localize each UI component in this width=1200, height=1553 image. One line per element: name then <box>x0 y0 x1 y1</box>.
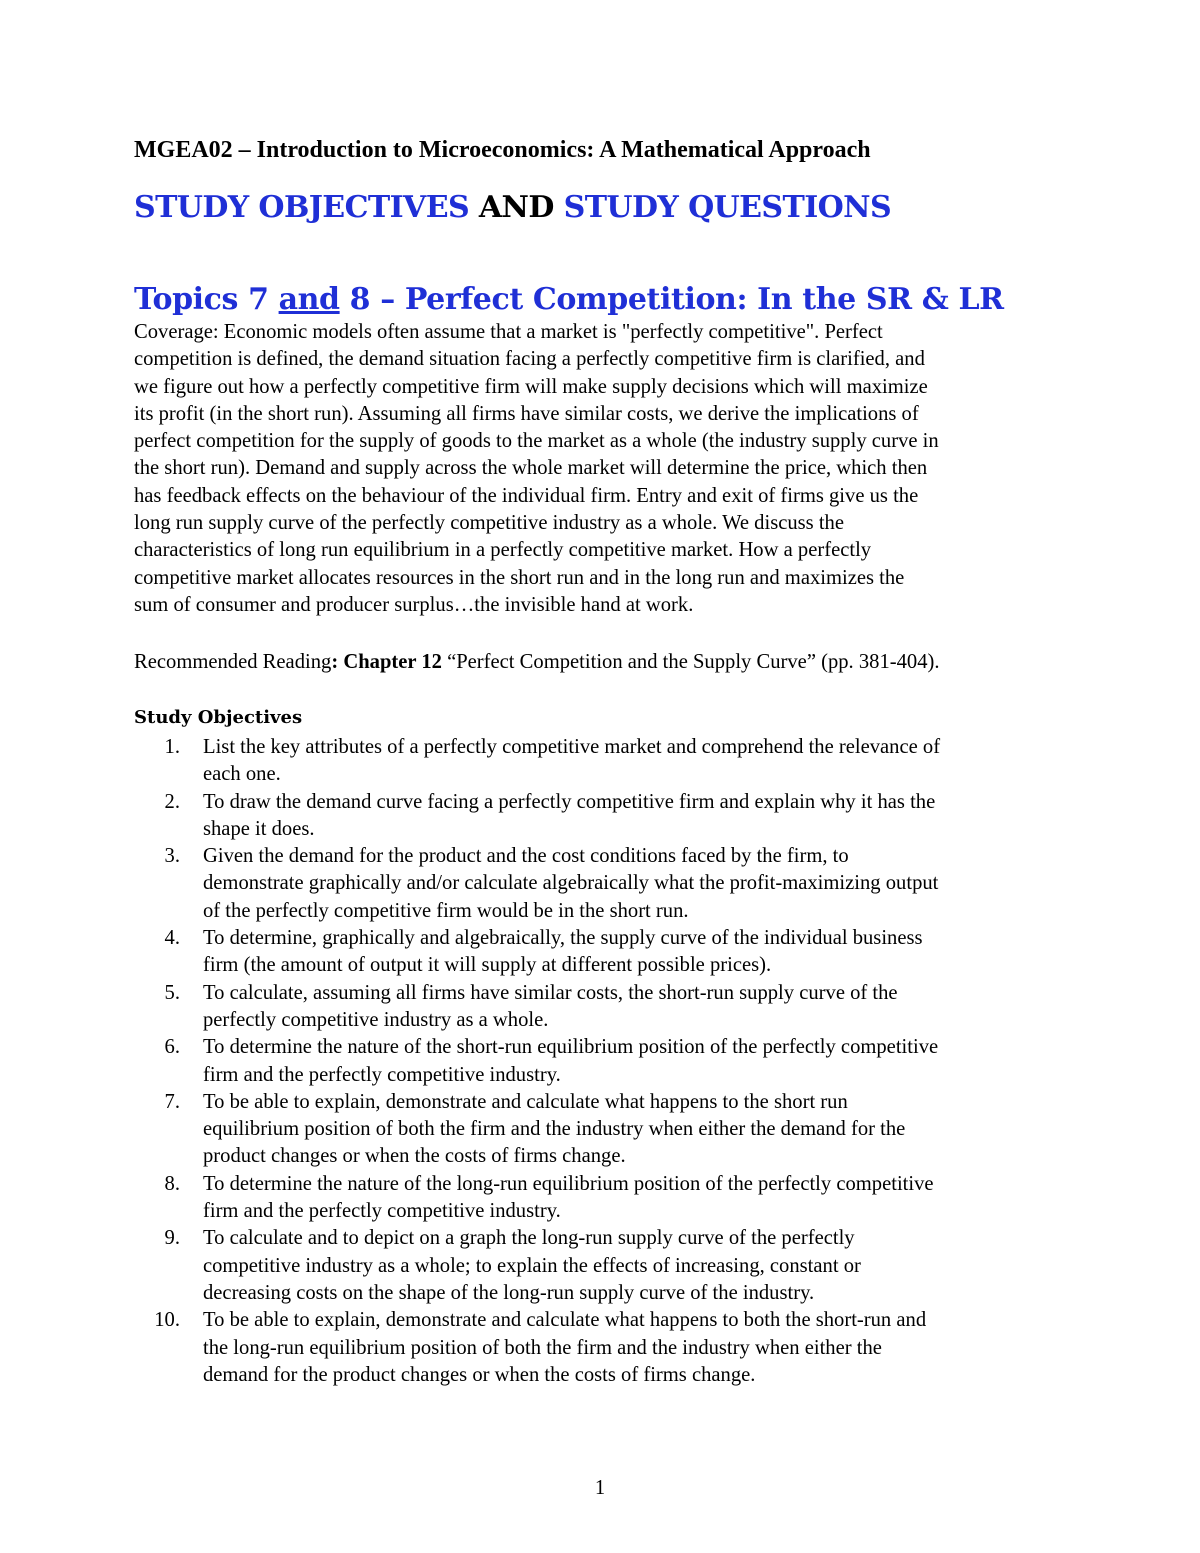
objective-item <box>134 1171 1094 1226</box>
coverage-line: has feedback effects on the behaviour of the individual firm. Entry and exit of firms give us the <box>134 484 919 507</box>
coverage-line: long run supply curve of the perfectly competitive industry as a whole. We discuss the <box>134 512 844 535</box>
objective-line: demand for the product changes or when the costs of firms change. <box>203 1363 756 1386</box>
objective-line: competitive industry as a whole; to explain the effects of increasing, constant or <box>203 1254 861 1277</box>
topic-heading-and: and <box>278 282 340 317</box>
objective-line: equilibrium position of both the firm and the industry when either the demand for the <box>203 1118 906 1141</box>
objective-line: To determine, graphically and algebraically, the supply curve of the individual business <box>203 927 923 950</box>
coverage-line: sum of consumer and producer surplus…the invisible hand at work. <box>134 593 694 616</box>
objective-line: decreasing costs on the shape of the long-run supply curve of the industry. <box>203 1281 815 1304</box>
coverage-line: competitive market allocates resources in the short run and in the long run and maximizes the <box>134 566 905 589</box>
reading-title: “Perfect Competition and the Supply Curve” (pp. 381-404). <box>441 651 940 673</box>
objective-number: 9. <box>164 1227 180 1250</box>
coverage-paragraph <box>134 319 1070 619</box>
objective-item <box>134 925 1094 980</box>
objective-line: Given the demand for the product and the cost conditions faced by the firm, to <box>203 845 849 868</box>
coverage-line: characteristics of long run equilibrium in a perfectly competitive market. How a perfectly <box>134 539 872 562</box>
objective-number: 4. <box>164 927 180 950</box>
objective-line: of the perfectly competitive firm would be in the short run. <box>203 899 689 922</box>
topic-heading <box>134 280 1004 320</box>
objective-number: 8. <box>164 1172 180 1195</box>
objective-item <box>134 734 1094 789</box>
heading-study-questions: STUDY QUESTIONS <box>563 190 892 225</box>
objective-number: 3. <box>164 845 180 868</box>
heading-and: AND <box>469 190 564 225</box>
objective-line: To be able to explain, demonstrate and calculate what happens to both the short-run and <box>203 1309 927 1332</box>
objective-line: demonstrate graphically and/or calculate algebraically what the profit-maximizing output <box>203 872 939 895</box>
objective-number: 5. <box>164 981 180 1004</box>
objective-line: perfectly competitive industry as a whole. <box>203 1008 549 1031</box>
objective-line: the long-run equilibrium position of both the firm and the industry when either the <box>203 1336 882 1359</box>
objective-line: To be able to explain, demonstrate and calculate what happens to the short run <box>203 1090 848 1113</box>
coverage-line: we figure out how a perfectly competitive firm will make supply decisions which will maximize <box>134 375 928 398</box>
objective-line: List the key attributes of a perfectly competitive market and comprehend the relevance of <box>203 736 941 758</box>
coverage-line: Coverage: Economic models often assume that a market is "perfectly competitive". Perfect <box>134 321 883 343</box>
objective-line: To draw the demand curve facing a perfectly competitive firm and explain why it has the <box>203 790 936 813</box>
study-objectives-list <box>134 734 1094 1389</box>
objective-line: product changes or when the costs of firms change. <box>203 1145 626 1168</box>
objective-line: To determine the nature of the long-run equilibrium position of the perfectly competitive <box>203 1172 934 1195</box>
document-heading <box>134 188 891 228</box>
recommended-reading <box>134 648 940 676</box>
objective-item <box>134 1307 1094 1389</box>
objective-item <box>134 1225 1094 1307</box>
heading-study-objectives: STUDY OBJECTIVES <box>134 190 470 225</box>
objective-item <box>134 1034 1094 1089</box>
coverage-line: competition is defined, the demand situation facing a perfectly competitive firm is clarified, and <box>134 348 925 371</box>
objective-number: 6. <box>164 1036 180 1059</box>
objective-number: 7. <box>164 1090 180 1113</box>
coverage-line: perfect competition for the supply of goods to the market as a whole (the industry supply curve in <box>134 430 939 453</box>
topic-heading-prefix: Topics 7 <box>134 282 279 317</box>
objective-number: 1. <box>164 736 180 758</box>
objective-item <box>134 1089 1094 1171</box>
objective-line: shape it does. <box>203 817 315 840</box>
objective-line: each one. <box>203 763 281 786</box>
objective-item <box>134 789 1094 844</box>
objective-line: firm and the perfectly competitive industry. <box>203 1063 561 1086</box>
objective-line: To calculate and to depict on a graph the long-run supply curve of the perfectly <box>203 1227 855 1250</box>
topic-heading-suffix: 8 – Perfect Competition: In the SR & LR <box>339 282 1004 317</box>
reading-label: Recommended Reading <box>134 651 332 673</box>
coverage-line: its profit (in the short run). Assuming all firms have similar costs, we derive the implications of <box>134 402 919 425</box>
objective-item <box>134 843 1094 925</box>
reading-chapter: Chapter 12 <box>343 651 442 673</box>
objective-item <box>134 980 1094 1035</box>
objective-number: 2. <box>164 790 180 813</box>
objective-line: firm and the perfectly competitive industry. <box>203 1200 561 1223</box>
page-number: 1 <box>594 1477 606 1499</box>
objective-number: 10. <box>154 1309 180 1332</box>
objective-line: To determine the nature of the short-run equilibrium position of the perfectly competitive <box>203 1036 939 1059</box>
coverage-line: the short run). Demand and supply across the whole market will determine the price, which then <box>134 457 928 480</box>
reading-colon: : <box>331 651 344 673</box>
objective-line: firm (the amount of output it will supply at different possible prices). <box>203 954 772 977</box>
course-title: MGEA02 – Introduction to Microeconomics: A Mathematical Approach <box>134 137 871 163</box>
objective-line: To calculate, assuming all firms have similar costs, the short-run supply curve of the <box>203 981 898 1004</box>
study-objectives-heading: Study Objectives <box>134 707 303 728</box>
